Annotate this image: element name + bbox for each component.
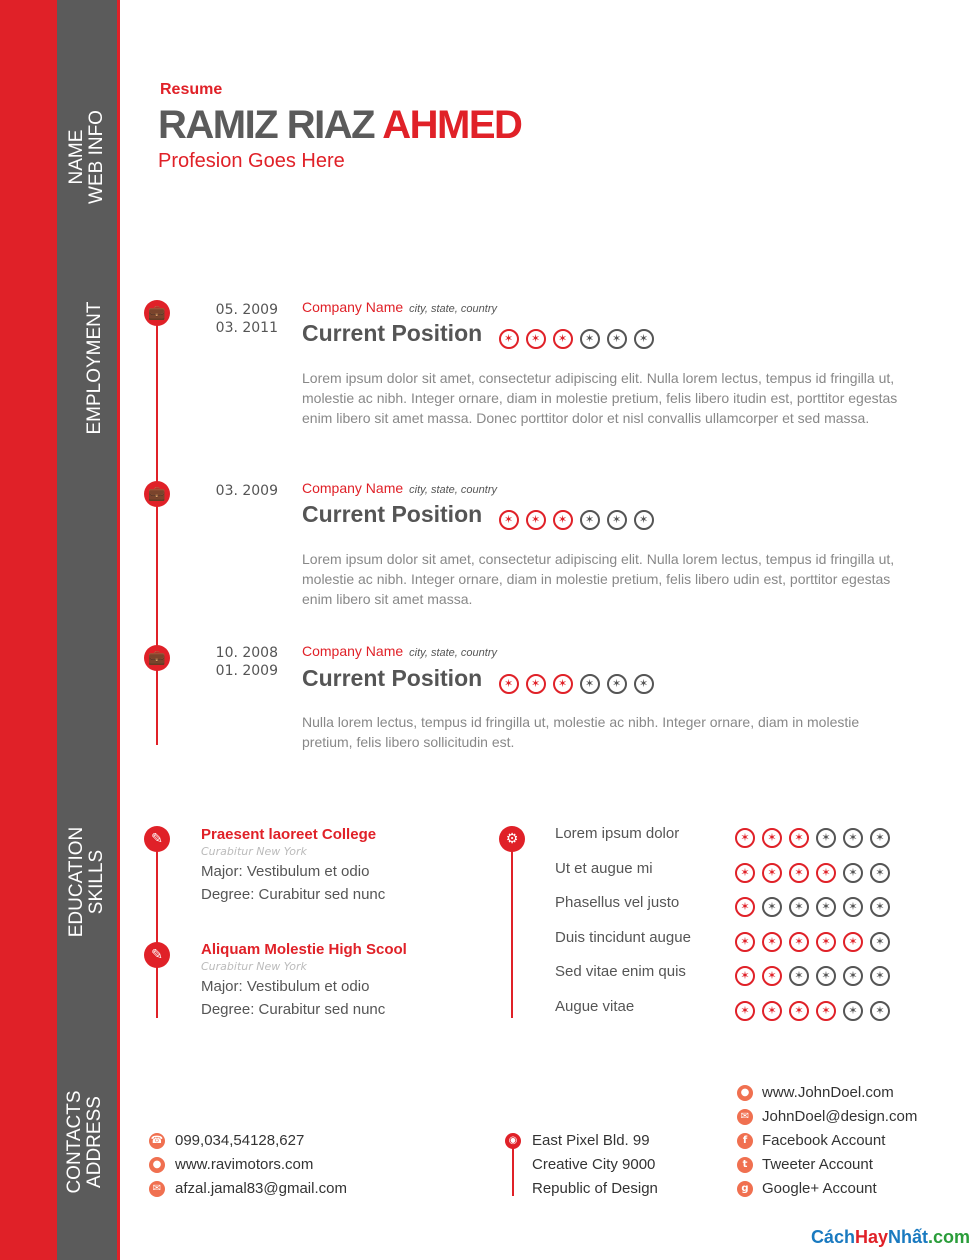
rating-dot-filled: ✶ [735,828,755,848]
rating-dot-empty: ✶ [762,897,782,917]
rating-dot-empty: ✶ [634,329,654,349]
rating-dot-filled: ✶ [762,932,782,952]
rating-dot-empty: ✶ [607,510,627,530]
job-rating [499,321,661,349]
google-plus-icon: g [737,1181,753,1197]
rating-dot-empty: ✶ [789,966,809,986]
rating-dot-empty: ✶ [607,329,627,349]
rating-dot-filled: ✶ [816,1001,836,1021]
globe-icon: ● [149,1157,165,1173]
job-description: Lorem ipsum dolor sit amet, consectetur adipiscing elit. Nulla lorem lectus, tempus id fringilla ut, molestie ac nibh. Integer ornare, diam in molestie pretium, felis libero udin est, porttitor egestas enim libero sit amet massa. [302,551,895,607]
gears-icon: ⚙ [499,826,525,852]
rating-dot-filled: ✶ [762,1001,782,1021]
twitter-icon: t [737,1157,753,1173]
skill-rating [735,930,897,952]
rating-dot-filled: ✶ [789,1001,809,1021]
globe-icon: ● [737,1085,753,1101]
profession: Profesion Goes Here [158,150,345,172]
rating-dot-empty: ✶ [870,966,890,986]
contact-email[interactable]: afzal.jamal83@gmail.com [175,1180,347,1197]
rating-dot-filled: ✶ [526,674,546,694]
rating-dot-filled: ✶ [735,932,755,952]
pencil-icon: ✎ [144,942,170,968]
skill-label: Lorem ipsum dolor [555,825,680,842]
education-major: Major: Vestibulum et odio [201,863,370,880]
facebook-icon: f [737,1133,753,1149]
resume-label: Resume [160,81,223,98]
address-line1: East Pixel Bld. 99 [532,1132,650,1149]
rating-dot-empty: ✶ [580,674,600,694]
skill-rating [735,999,897,1021]
mail-icon: ✉ [737,1109,753,1125]
skill-rating [735,826,897,848]
first-name: RAMIZ RIAZ [158,103,375,147]
sidebar-label-contacts: CONTACTS ADDRESS [64,1090,105,1194]
phone-icon: ☎ [149,1133,165,1149]
skills-timeline [511,838,513,1018]
sidebar-label-education: EDUCATION SKILLS [66,826,107,938]
rating-dot-filled: ✶ [499,329,519,349]
pencil-icon: ✎ [144,826,170,852]
education-location: Curabitur New York [201,845,307,858]
job-dates: 05. 2009 03. 2011 [215,302,278,336]
job-rating [499,666,661,694]
skill-rating [735,895,897,917]
rating-dot-filled: ✶ [526,510,546,530]
rating-dot-filled: ✶ [762,966,782,986]
skill-label: Ut et augue mi [555,859,653,877]
rating-dot-filled: ✶ [762,863,782,883]
rating-dot-filled: ✶ [816,932,836,952]
rating-dot-empty: ✶ [843,863,863,883]
job-rating [499,502,661,530]
job-company: Company Name city, state, country [302,643,497,659]
rating-dot-empty: ✶ [870,1001,890,1021]
rating-dot-filled: ✶ [735,966,755,986]
skill-label: Sed vitae enim quis [555,963,686,980]
contact-phone: 099,034,54128,627 [175,1132,305,1149]
last-name: AHMED [382,103,522,147]
skill-rating [735,964,897,986]
rating-dot-filled: ✶ [789,828,809,848]
skill-label: Augue vitae [555,997,635,1015]
page-title [158,103,521,148]
job-company: Company Name city, state, country [302,299,497,315]
rating-dot-empty: ✶ [843,1001,863,1021]
job-description: Lorem ipsum dolor sit amet, consectetur adipiscing elit. Nulla lorem lectus, tempus id fringilla ut, molestie ac nibh. Integer ornare, diam in molestie pretium, felis libero itudin est, porttitor egestas enim libero sit amet massa. Donec porttitor dolor et nisl convallis ullamcorper et sed massa. [302,370,898,426]
rating-dot-filled: ✶ [499,674,519,694]
briefcase-icon: 💼 [144,645,170,671]
rating-dot-filled: ✶ [789,932,809,952]
sidebar-red-strip [0,0,57,1260]
briefcase-icon: 💼 [144,300,170,326]
education-timeline [156,838,158,1018]
rating-dot-empty: ✶ [580,510,600,530]
rating-dot-filled: ✶ [553,510,573,530]
rating-dot-filled: ✶ [735,1001,755,1021]
rating-dot-empty: ✶ [816,828,836,848]
rating-dot-filled: ✶ [553,329,573,349]
rating-dot-empty: ✶ [870,863,890,883]
rating-dot-empty: ✶ [634,674,654,694]
online-website[interactable]: www.JohnDoel.com [762,1084,894,1101]
contact-website[interactable]: www.ravimotors.com [175,1156,314,1173]
education-location: Curabitur New York [201,960,307,973]
watermark: CáchHayNhất.com [810,1227,970,1247]
education-school: Aliquam Molestie High Scool [201,941,407,958]
skill-label: Duis tincidunt augue [555,928,691,946]
rating-dot-filled: ✶ [762,828,782,848]
sidebar-label-employment: EMPLOYMENT [84,301,105,435]
address-timeline [512,1142,514,1196]
rating-dot-filled: ✶ [789,863,809,883]
online-facebook[interactable]: Facebook Account [762,1132,886,1149]
skill-label: Phasellus vel justo [555,894,680,911]
rating-dot-filled: ✶ [735,897,755,917]
online-email[interactable]: JohnDoel@design.com [762,1108,918,1125]
rating-dot-empty: ✶ [580,329,600,349]
rating-dot-filled: ✶ [735,863,755,883]
rating-dot-empty: ✶ [843,897,863,917]
rating-dot-empty: ✶ [816,966,836,986]
briefcase-icon: 💼 [144,481,170,507]
rating-dot-empty: ✶ [870,932,890,952]
rating-dot-filled: ✶ [816,863,836,883]
mail-icon: ✉ [149,1181,165,1197]
job-description: Nulla lorem lectus, tempus id fringilla ut, molestie ac nibh. Integer ornare, diam in molestie pretium, felis libero sollicitudin est. [302,714,860,750]
skill-rating [735,861,897,883]
education-major: Major: Vestibulum et odio [201,978,370,995]
rating-dot-filled: ✶ [843,932,863,952]
rating-dot-empty: ✶ [870,897,890,917]
job-dates: 03. 2009 [215,483,278,499]
job-position: Current Position ✶ ✶ ✶ ✶ ✶ ✶ [302,501,661,530]
job-position: Current Position ✶ ✶ ✶ ✶ ✶ ✶ [302,320,661,349]
rating-dot-filled: ✶ [526,329,546,349]
rating-dot-filled: ✶ [553,674,573,694]
rating-dot-empty: ✶ [789,897,809,917]
address-line2: Creative City 9000 [532,1156,656,1173]
online-twitter[interactable]: Tweeter Account [762,1156,873,1173]
rating-dot-empty: ✶ [870,828,890,848]
rating-dot-filled: ✶ [499,510,519,530]
address-line3: Republic of Design [532,1180,658,1197]
sidebar-label-name: NAME WEB INFO [66,110,107,204]
online-google[interactable]: Google+ Account [762,1180,877,1197]
education-degree: Degree: Curabitur sed nunc [201,1001,386,1018]
sidebar-divider [117,0,120,1260]
rating-dot-empty: ✶ [607,674,627,694]
education-school: Praesent laoreet College [201,826,377,843]
job-company: Company Name city, state, country [302,480,497,496]
location-icon: ◉ [505,1133,521,1149]
rating-dot-empty: ✶ [816,897,836,917]
job-position: Current Position ✶ ✶ ✶ ✶ ✶ ✶ [302,665,661,694]
rating-dot-empty: ✶ [634,510,654,530]
rating-dot-empty: ✶ [843,828,863,848]
rating-dot-empty: ✶ [843,966,863,986]
education-degree: Degree: Curabitur sed nunc [201,886,386,903]
employment-timeline [156,313,158,745]
job-dates: 10. 2008 01. 2009 [215,645,278,679]
